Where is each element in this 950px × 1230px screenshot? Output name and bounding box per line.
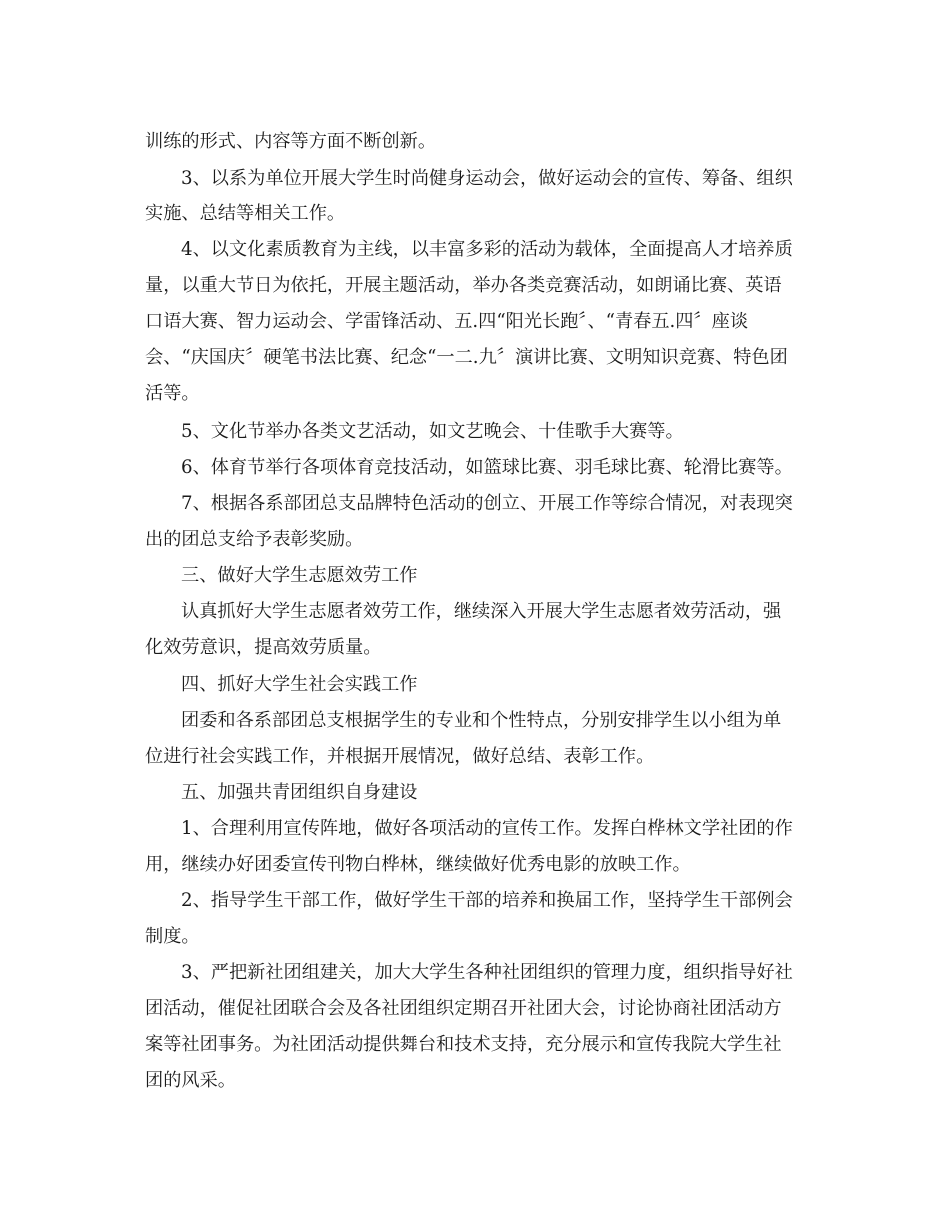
text-line-17: 团委和各系部团总支根据学生的专业和个性特点，分别安排学生以小组为单	[181, 710, 782, 731]
text-line-18: 位进行社会实践工作，并根据开展情况，做好总结、表彰工作。	[145, 746, 655, 767]
text-line-6: 口语大赛、智力运动会、学雷锋活动、五.四“阳光长跑〞、“青春五.四〞座谈	[145, 311, 749, 332]
text-line-25: 团活动，催促社团联合会及各社团组织定期召开社团大会，讨论协商社团活动方	[145, 998, 782, 1019]
text-line-11: 7、根据各系部团总支品牌特色活动的创立、开展工作等综合情况，对表现突	[181, 493, 793, 514]
text-line-3: 实施、总结等相关工作。	[145, 203, 346, 224]
text-line-20: 1、合理利用宣传阵地，做好各项活动的宣传工作。发挥白桦林文学社团的作	[181, 818, 793, 839]
text-line-26: 案等社团事务。为社团活动提供舞台和技术支持，充分展示和宣传我院大学生社	[145, 1034, 782, 1055]
text-line-2: 3、以系为单位开展大学生时尚健身运动会，做好运动会的宣传、筹备、组织	[181, 168, 793, 189]
section-heading-3: 三、做好大学生志愿效劳工作	[181, 565, 418, 586]
text-line-8: 活等。	[145, 383, 200, 404]
text-line-10: 6、体育节举行各项体育竞技活动，如篮球比赛、羽毛球比赛、轮滑比赛等。	[181, 457, 793, 478]
text-line-9: 5、文化节举办各类文艺活动，如文艺晚会、十佳歌手大赛等。	[181, 421, 684, 442]
text-line-7: 会、“庆国庆〞硬笔书法比赛、纪念“一二.九〞演讲比赛、文明知识竞赛、特色团	[145, 347, 788, 368]
section-heading-4: 四、抓好大学生社会实践工作	[181, 674, 418, 695]
text-line-14: 认真抓好大学生志愿者效劳工作，继续深入开展大学生志愿者效劳活动，强	[181, 601, 782, 622]
text-line-21: 用，继续办好团委宣传刊物白桦林，继续做好优秀电影的放映工作。	[145, 854, 691, 875]
text-line-24: 3、严把新社团组建关，加大大学生各种社团组织的管理力度，组织指导好社	[181, 962, 793, 983]
text-line-23: 制度。	[145, 926, 200, 947]
text-line-27: 团的风采。	[145, 1070, 236, 1091]
text-line-15: 化效劳意识，提高效劳质量。	[145, 637, 382, 658]
text-line-4: 4、以文化素质教育为主线，以丰富多彩的活动为载体，全面提高人才培养质	[181, 239, 793, 260]
section-heading-5: 五、加强共青团组织自身建设	[181, 782, 418, 803]
text-line-5: 量，以重大节日为依托，开展主题活动，举办各类竞赛活动，如朗诵比赛、英语	[145, 275, 782, 296]
text-line-1: 训练的形式、内容等方面不断创新。	[145, 131, 437, 152]
text-line-12: 出的团总支给予表彰奖励。	[145, 529, 364, 550]
text-line-22: 2、指导学生干部工作，做好学生干部的培养和换届工作，坚持学生干部例会	[181, 890, 793, 911]
